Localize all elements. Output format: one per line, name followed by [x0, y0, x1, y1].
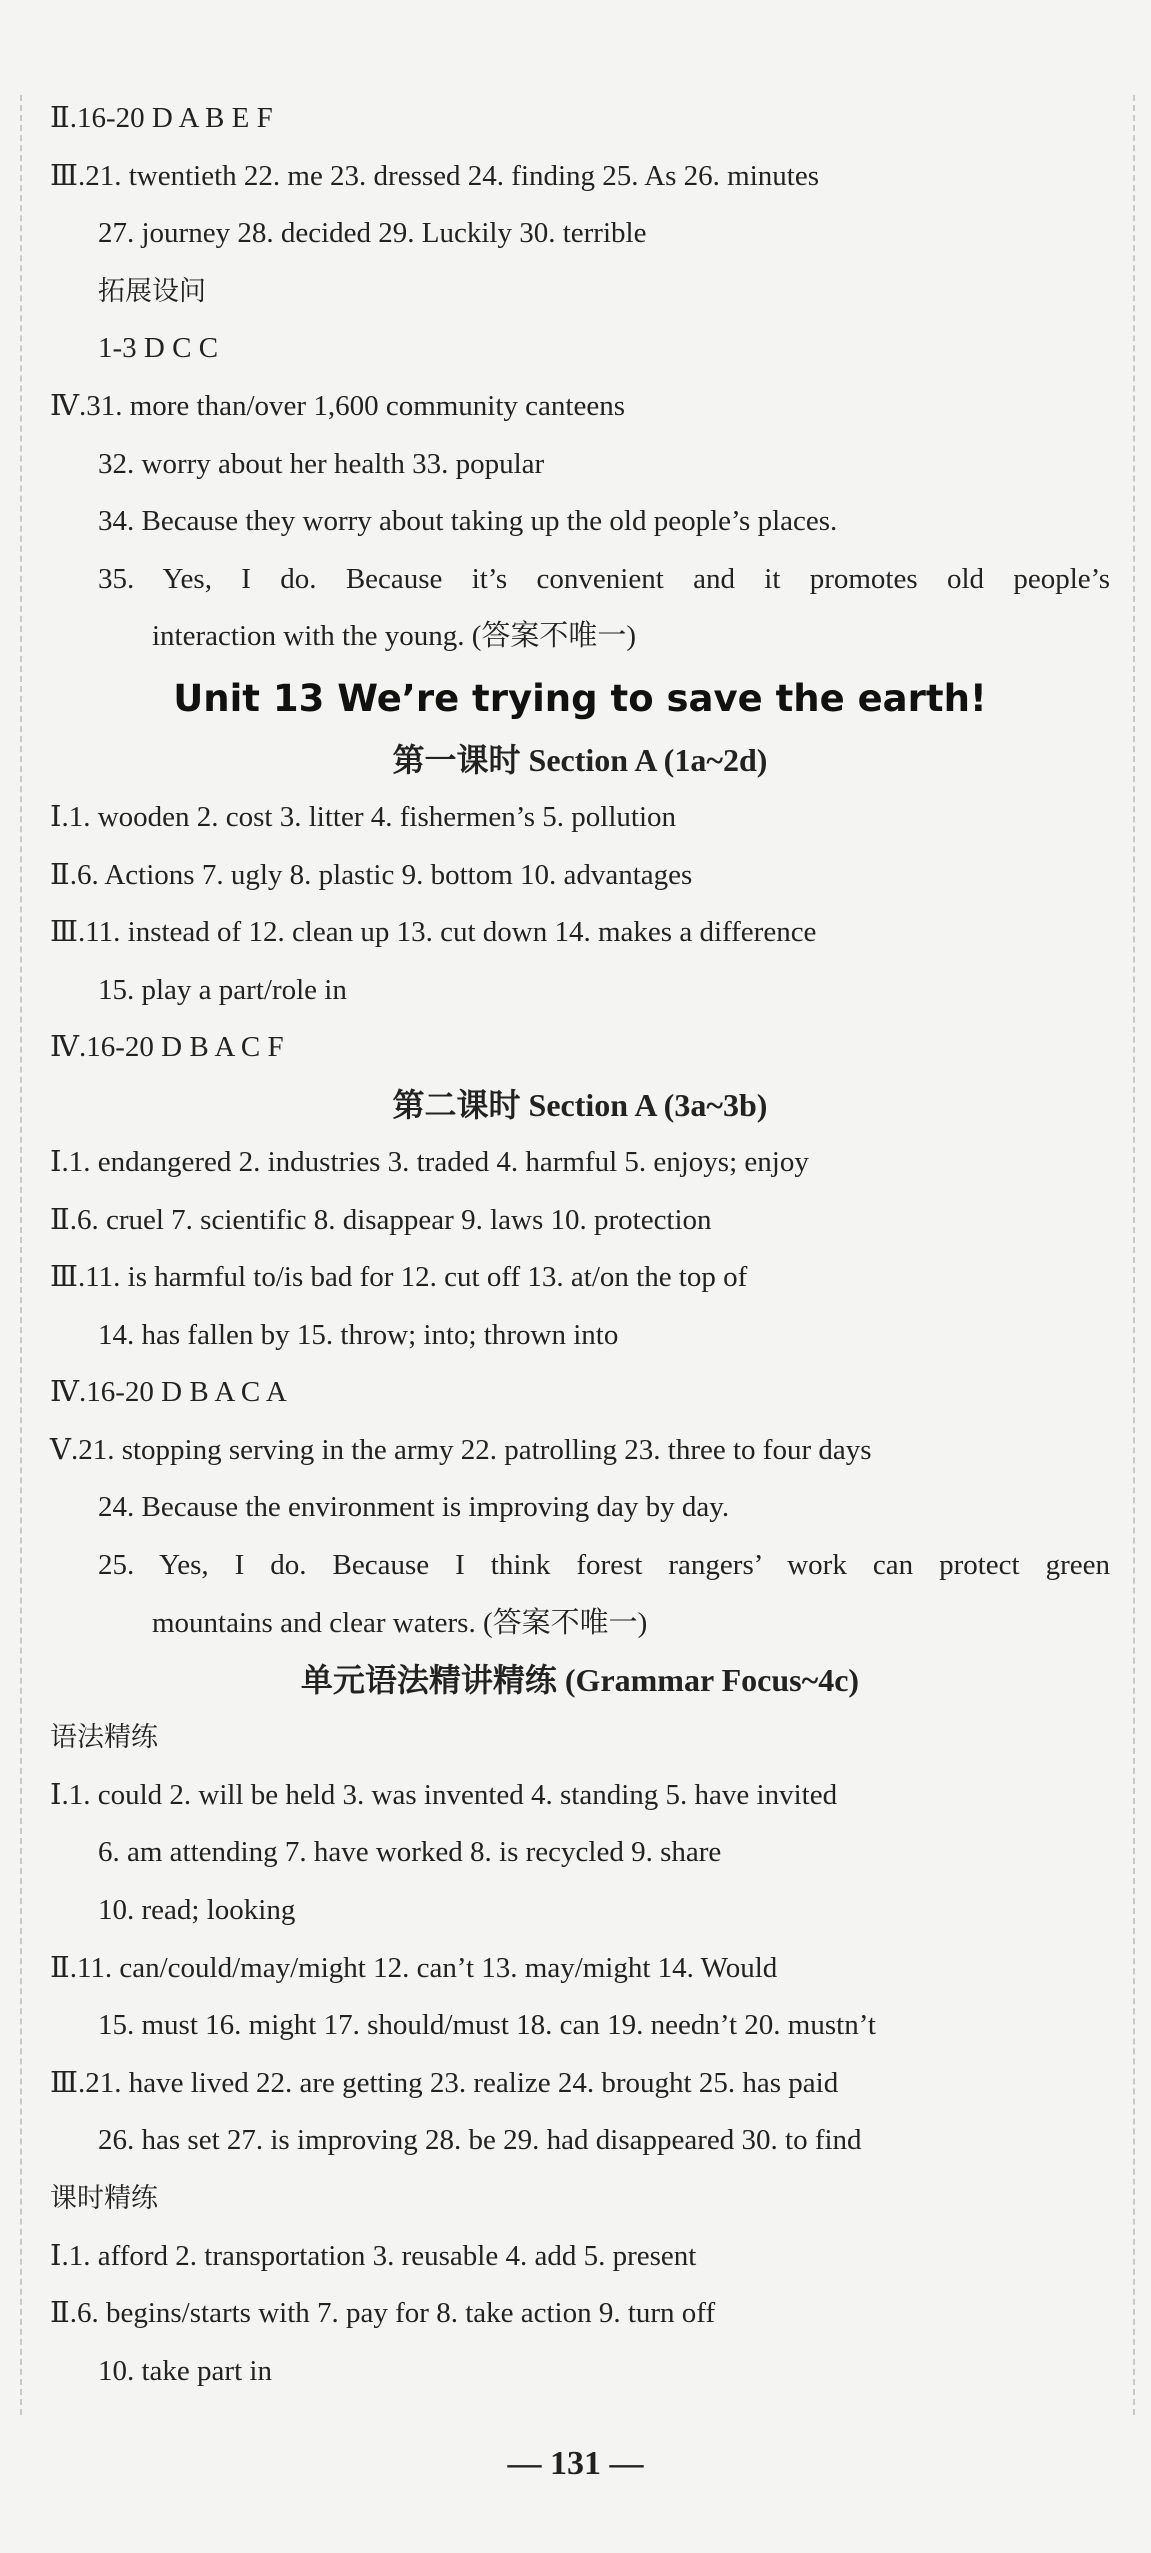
left-dashed-border [20, 95, 22, 2415]
answer-line: 35. Yes, I do. Because it’s convenient and it promotes old people’s [98, 562, 1110, 595]
answer-line: Ⅰ.1. could 2. will be held 3. was invented 4. standing 5. have invited [50, 1778, 838, 1811]
answer-line: 24. Because the environment is improving day by day. [98, 1491, 730, 1524]
page-number: — 131 — [507, 2445, 644, 2482]
answer-line: 10. read; looking [98, 1894, 296, 1927]
answer-line: 32. worry about her health 33. popular [98, 447, 545, 480]
answer-line: 14. has fallen by 15. throw; into; thrown into [98, 1318, 619, 1351]
answer-line: 27. journey 28. decided 29. Luckily 30. terrible [98, 217, 647, 250]
answer-line: 10. take part in [98, 2354, 272, 2387]
answer-line: Ⅱ.16-20 D A B E F [50, 102, 273, 134]
answer-line: mountains and clear waters. (答案不唯一) [152, 1606, 648, 1639]
answer-line: 1-3 D C C [98, 332, 219, 365]
answer-line: Ⅰ.1. afford 2. transportation 3. reusable 4. add 5. present [50, 2239, 697, 2272]
answer-line: Ⅲ.21. twentieth 22. me 23. dressed 24. finding 25. As 26. minutes [50, 159, 820, 192]
answer-line: Ⅳ.31. more than/over 1,600 community canteens [50, 389, 626, 422]
answer-line: Ⅳ.16-20 D B A C A [50, 1376, 287, 1409]
answer-line: 15. must 16. might 17. should/must 18. can 19. needn’t 20. mustn’t [98, 2009, 876, 2042]
answer-line: 26. has set 27. is improving 28. be 29. had disappeared 30. to find [98, 2124, 862, 2157]
section-title: 单元语法精讲精练 (Grammar Focus~4c) [300, 1662, 860, 1699]
answer-line: interaction with the young. (答案不唯一) [152, 620, 637, 653]
answer-line: Ⅳ.16-20 D B A C F [50, 1031, 284, 1064]
subheading-extension: 拓展设问 [98, 275, 206, 307]
answer-line: Ⅱ.6. Actions 7. ugly 8. plastic 9. bottom 10. advantages [50, 858, 693, 891]
subheading-grammar-practice: 语法精练 [50, 1722, 158, 1754]
answer-line: 25. Yes, I do. Because I think forest rangers’ work can protect green [98, 1549, 1110, 1582]
answer-line: Ⅴ.21. stopping serving in the army 22. patrolling 23. three to four days [50, 1433, 872, 1466]
right-dashed-border [1133, 95, 1135, 2415]
answer-line: 6. am attending 7. have worked 8. is recycled 9. share [98, 1836, 722, 1869]
answer-line: 15. play a part/role in [98, 973, 347, 1006]
subheading-lesson-practice: 课时精练 [50, 2183, 158, 2214]
answer-line: Ⅱ.11. can/could/may/might 12. can’t 13. may/might 14. Would [50, 1951, 778, 1984]
unit-title: Unit 13 We’re trying to save the earth! [173, 676, 987, 720]
answer-line: Ⅲ.21. have lived 22. are getting 23. realize 24. brought 25. has paid [50, 2066, 839, 2099]
section-title: 第一课时 Section A (1a~2d) [392, 741, 768, 778]
answer-line: 34. Because they worry about taking up the old people’s places. [98, 505, 838, 538]
answer-content [50, 90, 1110, 2400]
answer-line: Ⅰ.1. wooden 2. cost 3. litter 4. fishermen’s 5. pollution [50, 800, 677, 833]
section-title: 第二课时 Section A (3a~3b) [392, 1086, 768, 1123]
answer-line: Ⅰ.1. endangered 2. industries 3. traded 4. harmful 5. enjoys; enjoy [50, 1145, 809, 1178]
answer-line: Ⅲ.11. instead of 12. clean up 13. cut down 14. makes a difference [50, 916, 817, 949]
answer-line: Ⅱ.6. begins/starts with 7. pay for 8. take action 9. turn off [50, 2297, 716, 2330]
answer-line: Ⅱ.6. cruel 7. scientific 8. disappear 9. laws 10. protection [50, 1203, 712, 1236]
answer-line: Ⅲ.11. is harmful to/is bad for 12. cut off 13. at/on the top of [50, 1261, 748, 1294]
